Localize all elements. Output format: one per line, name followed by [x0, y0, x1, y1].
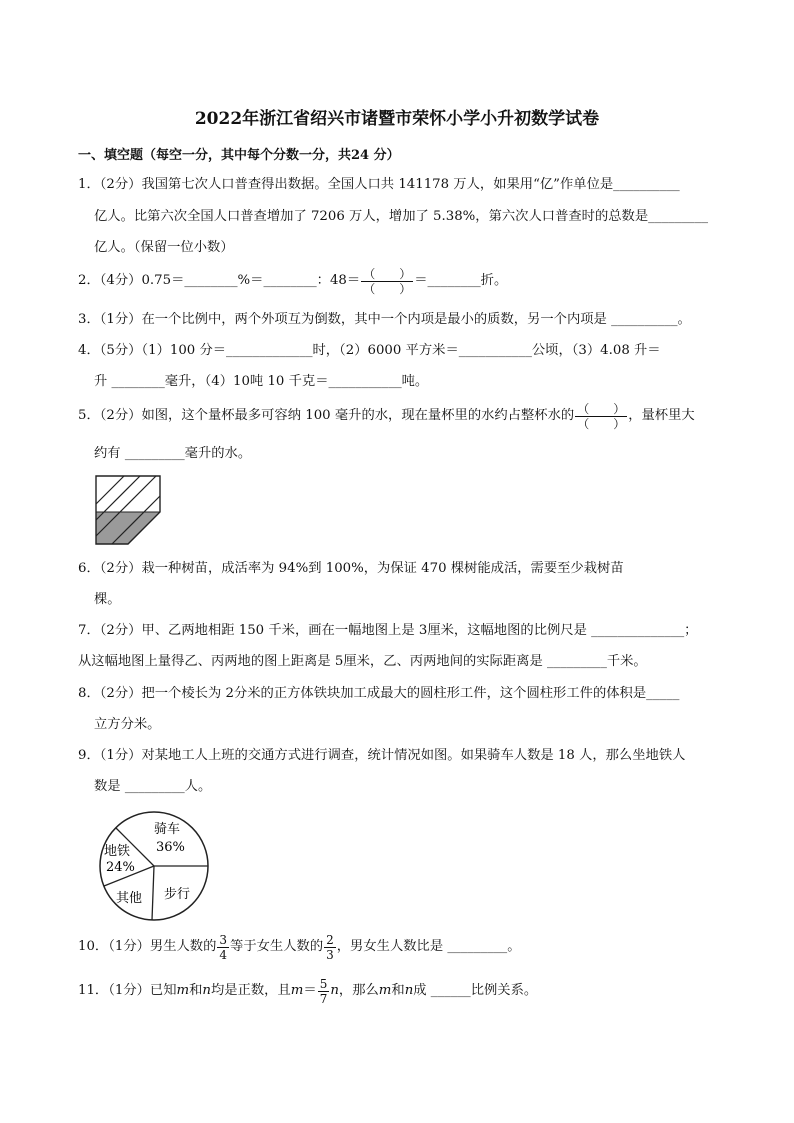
pie-label-other: 其他 — [116, 891, 143, 906]
q7-line2: 从这幅地图上量得乙、丙两地的图上距离是 5厘米，乙、丙两地间的实际距离是 _________千米。 — [78, 654, 647, 669]
q2-frac-den: （ ） — [363, 281, 412, 296]
q11-var-n: n — [202, 983, 211, 998]
q4-line1: 4．（5分）（1）100 分＝_____________时，（2）6000 平方米＝___________公顷，（3）4.08 升＝ — [78, 343, 661, 358]
q11-text-end: 成 ______比例关系。 — [413, 983, 538, 998]
q5-line2: 约有 _________毫升的水。 — [94, 446, 252, 461]
q1-line3: 亿人。（保留一位小数） — [94, 240, 234, 255]
q2-text-end: ＝________折。 — [414, 273, 508, 288]
q11-text-then: ，那么 — [338, 983, 379, 998]
q10-text-mid: 等于女生人数的 — [230, 939, 324, 954]
q7-line1: 7．（2分）甲、乙两地相距 150 千米，画在一幅地图上是 3厘米，这幅地图的比例尺是 ______________； — [78, 623, 698, 638]
q6-line2: 棵。 — [94, 592, 121, 607]
q1-line1: 1．（2分）我国第七次人口普查得出数据。全国人口共 141178 万人，如果用“亿”作单位是__________ — [78, 177, 680, 192]
q11-text: 11．（1分）已知 — [78, 983, 177, 998]
q11-var-m-3: m — [378, 983, 392, 998]
q2-text: 2．（4分）0.75＝________%＝________：48＝ — [78, 273, 361, 288]
page-title: 2022年浙江省绍兴市诸暨市荣怀小学小升初数学试卷 — [194, 109, 600, 129]
q10-fraction-1 — [217, 933, 229, 962]
pie-value-subway: 24% — [106, 860, 135, 875]
q2-fraction — [361, 267, 413, 296]
q3-line: 3．（1分）在一个比例中，两个外项互为倒数，其中一个内项是最小的质数，另一个内项是 __________。 — [78, 312, 691, 327]
q5-text: 5．（2分）如图，这个量杯最多可容纳 100 毫升的水，现在量杯里的水约占整杯水的 — [78, 408, 575, 423]
q5-fraction — [575, 402, 627, 431]
q11-frac-den: 7 — [319, 991, 328, 1006]
q10-fraction-2 — [324, 933, 336, 962]
pie-label-walk: 步行 — [164, 887, 191, 902]
transport-pie-chart — [92, 808, 216, 924]
pie-label-bike: 骑车 — [154, 822, 181, 837]
q11-and: 和 — [189, 983, 203, 998]
q10-frac1-num: 3 — [219, 932, 228, 947]
q11-eq: ＝ — [303, 983, 317, 998]
q11-frac-num: 5 — [319, 976, 328, 991]
q2-frac-num: （ ） — [363, 266, 412, 281]
q4-line2: 升 ________毫升，（4）10吨 10 千克＝___________吨。 — [94, 374, 429, 389]
section-heading: 一、填空题（每空一分，其中每个分数一分，共24 分） — [78, 148, 400, 163]
q10-text-end: ，男女生人数比是 _________。 — [336, 939, 521, 954]
q8-line2: 立方分米。 — [94, 717, 161, 732]
q11-var-m: m — [176, 983, 190, 998]
q10-frac1-den: 4 — [219, 947, 228, 962]
q10-line — [78, 930, 521, 964]
q11-var-m-2: m — [290, 983, 304, 998]
q6-line1: 6．（2分）栽一种树苗，成活率为 94%到 100%，为保证 470 棵树能成活，需要至少栽树苗 — [78, 561, 624, 576]
q1-line2: 亿人。比第六次全国人口普查增加了 7206 万人，增加了 5.38%，第六次人口普查时的总数是_________ — [94, 209, 708, 224]
q10-frac2-num: 2 — [326, 932, 334, 947]
q11-var-n-2: n — [330, 983, 339, 998]
q8-line1: 8．（2分）把一个棱长为 2分米的正方体铁块加工成最大的圆柱形工件，这个圆柱形工件的体积是_____ — [78, 686, 680, 701]
pie-label-subway: 地铁 — [104, 844, 131, 859]
q11-line — [78, 974, 537, 1008]
q2-line — [78, 265, 507, 297]
measuring-cup-figure — [94, 472, 166, 548]
q9-line2: 数是 _________人。 — [94, 779, 212, 794]
q10-frac2-den: 3 — [326, 947, 334, 962]
q9-line1: 9．（1分）对某地工人上班的交通方式进行调查，统计情况如图。如果骑车人数是 18 人，那么坐地铁人 — [78, 748, 686, 763]
q10-text: 10．（1分）男生人数的 — [78, 939, 217, 954]
q11-text-mid: 均是正数，且 — [211, 983, 291, 998]
q5-frac-num: （ ） — [577, 401, 626, 416]
q11-var-n-3: n — [404, 983, 414, 998]
q5-line1 — [78, 400, 695, 432]
q5-frac-den: （ ） — [577, 416, 626, 431]
q11-fraction — [318, 977, 330, 1006]
q11-and-2: 和 — [391, 983, 405, 998]
q5-text-end: ，量杯里大 — [628, 408, 695, 423]
pie-value-bike: 36% — [156, 840, 185, 855]
